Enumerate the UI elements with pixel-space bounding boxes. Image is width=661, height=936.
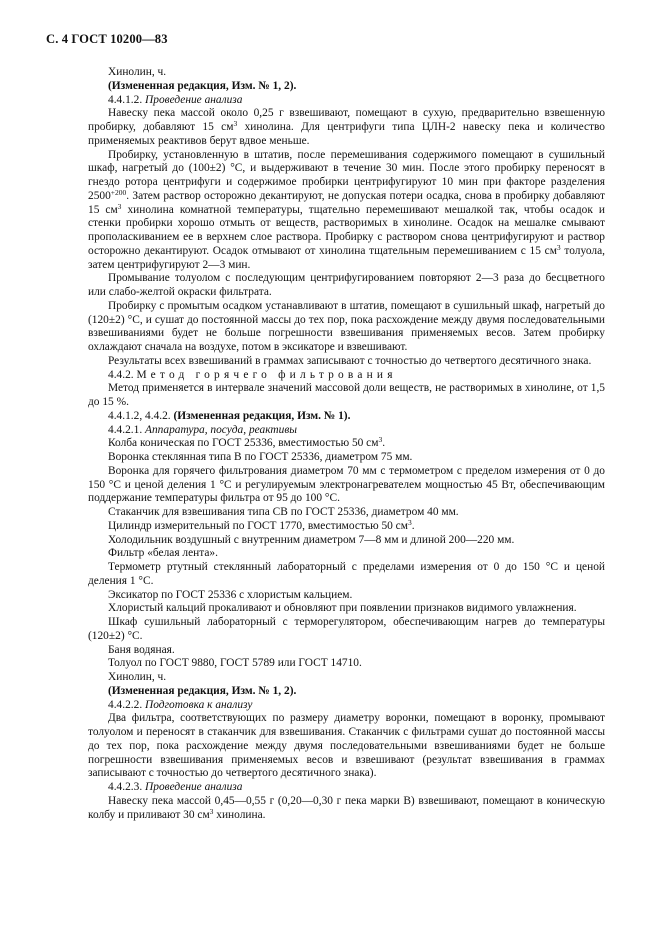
section-number: 4.4.2.3. (108, 781, 143, 793)
equipment-item: Хинолин, ч. (108, 671, 167, 683)
paragraph-sample-weighing-2: Навеску пека массой 0,45—0,55 г (0,20—0,30 г пека марки В) взвешивают, помещают в коническую колбу и приливают 30 $см^3$ хинолина. (88, 794, 605, 821)
paragraph-sample-weighing: Навеску пека массой около 0,25 г взвешивают, помещают в сухую, предварительно взвешенную пробирку, добавляют 15 $см^3$ хинолина. Для центрифуги типа ЦЛН-2 навеску пека и количество применяемых реактивов берут вдвое меньше. (88, 107, 605, 147)
paragraph-method-range: Метод применяется в интервале значений массовой доли веществ, не растворимых в хинолине, от 1,5 до 15 %. (88, 382, 605, 408)
document-body (88, 66, 605, 822)
section-heading-4-4-2-3 (88, 781, 605, 795)
section-heading-4-4-2 (88, 369, 605, 383)
amendment-note: (Измененная редакция, Изм. № 1, 2). (108, 684, 297, 697)
equipment-item: Колба коническая по ГОСТ 25336, вместимостью 50 $см^3$. (108, 435, 386, 450)
section-heading-4-4-2-1 (88, 424, 605, 438)
running-header: С. 4 ГОСТ 10200—83 (46, 32, 168, 46)
equipment-item: Термометр ртутный стеклянный лабораторный с пределами измерения от 0 до 150 °С и ценой деления 1 °С. (88, 561, 605, 587)
amendment-note: (Измененная редакция, Изм. № 1, 2). (108, 79, 297, 92)
equipment-item: Воронка стеклянная типа В по ГОСТ 25336, диаметром 75 мм. (108, 451, 413, 463)
equipment-item: Эксикатор по ГОСТ 25336 с хлористым кальцием. (108, 588, 353, 601)
equipment-item: Хлористый кальций прокаливают и обновляют при появлении признаков видимого увлажнения. (108, 602, 577, 615)
paragraph-quinoline: Хинолин, ч. (108, 66, 167, 78)
section-title: Проведение анализа (145, 93, 243, 106)
paragraph-centrifuge-procedure: Пробирку, установленную в штатив, после перемешивания содержимого помещают в сушильный шкаф, нагретый до (100±2) °С, и выдерживают в течение 30 мин. После этого пробирку переносят в гнездо ротора центрифуги и содержимое пробирки центрифугируют 10 мин при факторе разделения $2500^{+200}$. Затем раствор осторожно декантируют, не допуская потери осадка, снова в пробирку добавляют 15 $см^3$ хинолина комнатной температуры, тщательно перемешивают мешалкой так, чтобы осадок и стенки пробирки хорошо отмыть от веществ, растворимых в хинолине. Осадок на мешалке смывают прополаскиванием ее в верхнем слое раствора. Пробирку с раствором снова центрифугируют и раствор осторожно декантируют. Осадок отмывают от хинолина тщательным перемешиванием с 15 $см^3$ толуола, затем центрифугируют 2—3 мин. (88, 148, 606, 271)
equipment-item: Шкаф сушильный лабораторный с терморегулятором, обеспечивающим нагрев до температуры (120±2) °С. (88, 616, 605, 642)
section-number: 4.4.2.1. (108, 423, 143, 436)
section-number: 4.4.2. (108, 368, 134, 381)
equipment-item: Баня водяная. (108, 643, 175, 656)
section-heading-4-4-1-2 (88, 94, 605, 108)
section-title: Аппаратура, посуда, реактивы (145, 423, 297, 436)
paragraph-toluene-wash: Промывание толуолом с последующим центрифугированием повторяют 2—3 раза до бесцветного или слабо-желтой окраски фильтрата. (88, 272, 605, 298)
paragraph-results: Результаты всех взвешиваний в граммах записывают с точностью до четвертого десятичного знака. (108, 354, 592, 367)
equipment-item: Стаканчик для взвешивания типа СВ по ГОСТ 25336, диаметром 40 мм. (108, 506, 459, 518)
equipment-item: Цилиндр измерительный по ГОСТ 1770, вместимостью 50 $см^3$. (108, 517, 415, 532)
section-number: 4.4.2.2. (108, 698, 143, 711)
equipment-item: Воронка для горячего фильтрования диаметром 70 мм с термометром с пределом измерения от 0 до 150 °С и ценой деления 1 °С и регулируемым электронагревателем мощностью 45 Вт, обеспечивающим поддержание температуры фильтра от 95 до 100 °С. (88, 464, 605, 505)
equipment-item: Холодильник воздушный с внутренним диаметром 7—8 мм и длиной 200—220 мм. (108, 533, 515, 546)
section-heading-4-4-2-2 (88, 699, 605, 713)
equipment-item: Фильтр «белая лента». (108, 547, 218, 560)
section-title: Проведение анализа (145, 781, 243, 793)
section-title-spaced: Метод горячего фильтрования (136, 368, 397, 381)
section-number: 4.4.1.2. (108, 93, 143, 106)
equipment-item: Толуол по ГОСТ 9880, ГОСТ 5789 или ГОСТ 14710. (108, 657, 362, 670)
paragraph-drying: Пробирку с промытым осадком устанавливают в штатив, помещают в сушильный шкаф, нагретый до (120±2) °С, и сушат до постоянной массы до тех пор, пока расхождение между двумя последовательными взвешиваниями будет не больше погрешности взвешивания применяемых весов. Затем пробирку охлаждают сначала на воздухе, потом в эксикаторе и взвешивают. (88, 299, 605, 353)
amendment-note: 4.4.1.2, 4.4.2. (Измененная редакция, Изм. № 1). (108, 409, 351, 422)
paragraph-filter-preparation: Два фильтра, соответствующих по размеру диаметру воронки, помещают в воронку, промывают толуолом и переносят в стаканчик для взвешивания. Стаканчик с фильтрами сушат до постоянной массы до тех пор, пока расхождение между двумя последовательными взвешиваниями будет не больше погрешности взвешивания применяемых весов и взвешивают (результат взвешивания в граммах записывают с точностью до четвертого десятичного знака). (88, 712, 605, 780)
section-title: Подготовка к анализу (145, 698, 253, 711)
